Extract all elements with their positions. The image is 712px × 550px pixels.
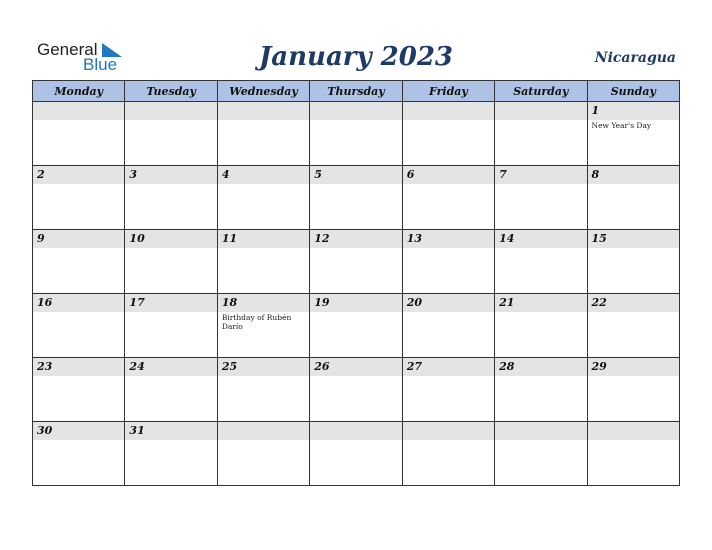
holiday-label: [218, 376, 309, 377]
holiday-label: [588, 312, 679, 313]
holiday-label: [218, 184, 309, 185]
holiday-label: [588, 376, 679, 377]
holiday-label: [33, 312, 124, 313]
holiday-label: [33, 120, 124, 121]
day-number: 5: [310, 166, 401, 184]
day-cell[interactable]: [217, 294, 309, 358]
day-cell[interactable]: [587, 358, 679, 422]
weekday-header: Friday: [402, 81, 494, 102]
day-cell[interactable]: [587, 230, 679, 294]
holiday-label: [495, 248, 586, 249]
day-cell[interactable]: [402, 102, 494, 166]
day-cell[interactable]: [125, 422, 217, 486]
holiday-label: [33, 184, 124, 185]
day-number: [218, 102, 309, 120]
day-number: 17: [125, 294, 216, 312]
holiday-label: New Year's Day: [591, 121, 652, 130]
day-cell[interactable]: [310, 102, 402, 166]
day-cell[interactable]: [125, 230, 217, 294]
holiday-label: [403, 248, 494, 249]
day-cell[interactable]: [217, 230, 309, 294]
day-number: [33, 102, 124, 120]
day-number: 30: [33, 422, 124, 440]
holiday-label: [125, 312, 216, 313]
day-cell[interactable]: [495, 294, 587, 358]
day-number: 25: [218, 358, 309, 376]
day-number: 26: [310, 358, 401, 376]
day-number: 13: [403, 230, 494, 248]
holiday-label: [310, 184, 401, 185]
day-cell[interactable]: [33, 294, 125, 358]
day-number: 1: [588, 102, 679, 120]
day-number: 4: [218, 166, 309, 184]
day-number: 8: [588, 166, 679, 184]
holiday-label: [125, 248, 216, 249]
day-number: 6: [403, 166, 494, 184]
holiday-label: [310, 312, 401, 313]
day-number: 27: [403, 358, 494, 376]
calendar-grid: [32, 80, 680, 486]
logo-text-blue: Blue: [83, 55, 118, 74]
day-cell[interactable]: [217, 102, 309, 166]
day-number: 20: [403, 294, 494, 312]
holiday-label: [403, 312, 494, 313]
day-cell[interactable]: [402, 422, 494, 486]
holiday-label: [588, 248, 679, 249]
holiday-label: [403, 376, 494, 377]
day-number: 3: [125, 166, 216, 184]
day-number: 31: [125, 422, 216, 440]
weekday-header: Tuesday: [125, 81, 217, 102]
day-number: 14: [495, 230, 586, 248]
page-title: January 2023: [258, 42, 454, 72]
day-cell[interactable]: [310, 358, 402, 422]
day-cell[interactable]: [402, 358, 494, 422]
day-number: 29: [588, 358, 679, 376]
day-number: 11: [218, 230, 309, 248]
day-cell[interactable]: [125, 166, 217, 230]
day-number: 23: [33, 358, 124, 376]
week-row: [33, 166, 680, 230]
holiday-label: [310, 376, 401, 377]
day-number: 9: [33, 230, 124, 248]
holiday-label: [495, 184, 586, 185]
week-row: [33, 230, 680, 294]
holiday-label: [33, 440, 124, 441]
day-number: 2: [33, 166, 124, 184]
day-number: [310, 102, 401, 120]
holiday-label: [125, 120, 216, 121]
holiday-label: [310, 120, 401, 121]
weekday-header-row: [33, 81, 680, 102]
holiday-label: [218, 248, 309, 249]
day-cell[interactable]: [217, 358, 309, 422]
day-cell[interactable]: [495, 422, 587, 486]
day-cell[interactable]: [587, 422, 679, 486]
day-cell[interactable]: [402, 294, 494, 358]
day-cell[interactable]: [495, 166, 587, 230]
day-number: [495, 102, 586, 120]
day-cell[interactable]: [495, 230, 587, 294]
holiday-label: [310, 248, 401, 249]
day-cell[interactable]: [217, 166, 309, 230]
holiday-label: [588, 184, 679, 185]
holiday-label: [33, 376, 124, 377]
day-number: [125, 102, 216, 120]
holiday-label: [495, 440, 586, 441]
weekday-header: Monday: [33, 81, 125, 102]
week-row: [33, 358, 680, 422]
day-cell[interactable]: [587, 166, 679, 230]
holiday-label: [218, 440, 309, 441]
day-number: 24: [125, 358, 216, 376]
day-cell[interactable]: [33, 422, 125, 486]
day-cell[interactable]: [587, 294, 679, 358]
day-number: 21: [495, 294, 586, 312]
day-number: 19: [310, 294, 401, 312]
weekday-header: Wednesday: [217, 81, 309, 102]
holiday-label: [403, 440, 494, 441]
day-cell[interactable]: [310, 422, 402, 486]
weekday-header: Sunday: [587, 81, 679, 102]
holiday-label: [403, 120, 494, 121]
day-cell[interactable]: [217, 422, 309, 486]
day-number: 12: [310, 230, 401, 248]
day-number: [310, 422, 401, 440]
day-number: 22: [588, 294, 679, 312]
day-number: [588, 422, 679, 440]
holiday-label: [403, 184, 494, 185]
day-number: 10: [125, 230, 216, 248]
week-row: [33, 294, 680, 358]
week-row: [33, 422, 680, 486]
day-cell[interactable]: [495, 102, 587, 166]
day-cell[interactable]: [587, 102, 679, 166]
day-cell[interactable]: [33, 230, 125, 294]
country-label: Nicaragua: [594, 50, 676, 66]
day-cell[interactable]: [402, 166, 494, 230]
day-number: [218, 422, 309, 440]
holiday-label: [218, 120, 309, 121]
holiday-label: [588, 440, 679, 441]
holiday-label: [310, 440, 401, 441]
day-cell[interactable]: [310, 166, 402, 230]
holiday-label: [125, 440, 216, 441]
day-cell[interactable]: [310, 230, 402, 294]
week-row: [33, 102, 680, 166]
holiday-label: Birthday of Rubén Darío: [221, 313, 292, 331]
holiday-label: [495, 120, 586, 121]
holiday-label: [495, 312, 586, 313]
day-number: 7: [495, 166, 586, 184]
day-cell[interactable]: [125, 102, 217, 166]
day-number: [495, 422, 586, 440]
weekday-header: Saturday: [495, 81, 587, 102]
day-cell[interactable]: [310, 294, 402, 358]
day-number: 28: [495, 358, 586, 376]
day-cell[interactable]: [495, 358, 587, 422]
day-number: 16: [33, 294, 124, 312]
day-cell[interactable]: [33, 166, 125, 230]
day-number: [403, 102, 494, 120]
day-number: [403, 422, 494, 440]
day-cell[interactable]: [33, 358, 125, 422]
holiday-label: [33, 248, 124, 249]
holiday-label: [125, 376, 216, 377]
logo-text-general: General: [37, 40, 98, 59]
day-cell[interactable]: [33, 102, 125, 166]
day-number: 18: [218, 294, 309, 312]
holiday-label: [125, 184, 216, 185]
day-cell[interactable]: [125, 358, 217, 422]
day-number: 15: [588, 230, 679, 248]
day-cell[interactable]: [402, 230, 494, 294]
weekday-header: Thursday: [310, 81, 402, 102]
day-cell[interactable]: [125, 294, 217, 358]
holiday-label: [495, 376, 586, 377]
